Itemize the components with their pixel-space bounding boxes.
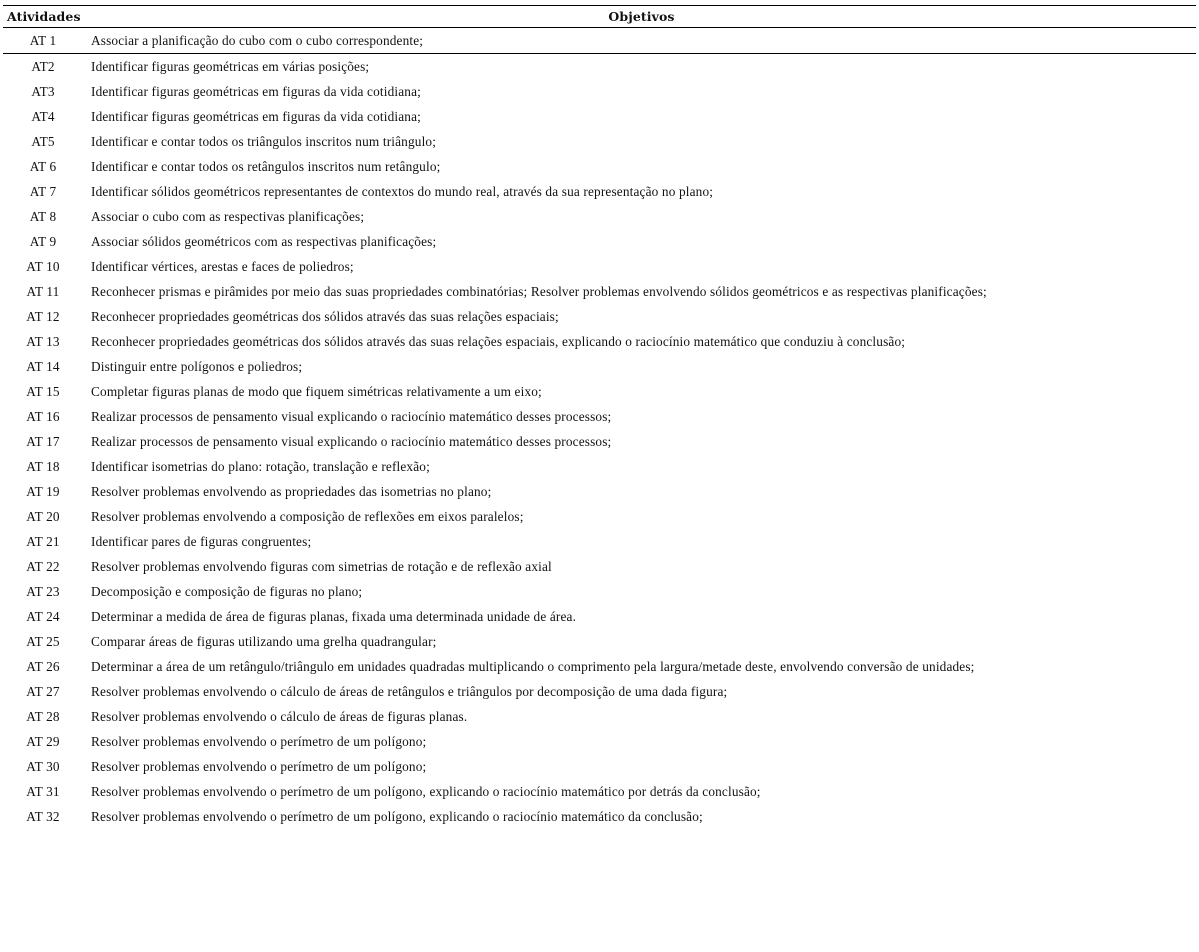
objective-cell: Identificar figuras geométricas em figuras da vida cotidiana; — [91, 83, 421, 99]
objective-cell: Associar o cubo com as respectivas planificações; — [91, 208, 365, 224]
objective-cell: Completar figuras planas de modo que fiquem simétricas relativamente a um eixo; — [91, 383, 542, 399]
activity-cell: AT2 — [31, 58, 55, 74]
objective-cell: Determinar a área de um retângulo/triângulo em unidades quadradas multiplicando o comprimento pela largura/metade deste, envolvendo conversão de unidades; — [91, 658, 975, 674]
table-row — [3, 604, 1196, 629]
objective-cell: Identificar vértices, arestas e faces de poliedros; — [91, 258, 354, 274]
table-row — [3, 429, 1196, 454]
table-row — [3, 254, 1196, 279]
activity-cell: AT5 — [31, 133, 55, 149]
objective-cell: Identificar isometrias do plano: rotação, translação e reflexão; — [91, 458, 430, 474]
activity-cell: AT 27 — [26, 683, 60, 699]
objective-cell: Identificar e contar todos os retângulos inscritos num retângulo; — [91, 158, 441, 174]
activity-cell: AT 23 — [26, 583, 60, 599]
objective-cell: Identificar pares de figuras congruentes; — [91, 533, 312, 549]
objective-cell: Resolver problemas envolvendo o perímetro de um polígono, explicando o raciocínio matemático da conclusão; — [91, 808, 703, 824]
activity-cell: AT 7 — [29, 183, 57, 199]
objective-cell: Resolver problemas envolvendo o perímetro de um polígono, explicando o raciocínio matemático por detrás da conclusão; — [91, 783, 761, 799]
activity-cell: AT 21 — [26, 533, 60, 549]
activity-cell: AT 13 — [26, 333, 60, 349]
objective-cell: Reconhecer prismas e pirâmides por meio das suas propriedades combinatórias; Resolver problemas envolvendo sólidos geométricos e as respectivas planificações; — [91, 283, 987, 299]
activity-cell: AT 17 — [26, 433, 60, 449]
objective-cell: Reconhecer propriedades geométricas dos sólidos através das suas relações espaciais, explicando o raciocínio matemático que conduziu à conclusão; — [91, 333, 906, 349]
table-row — [3, 654, 1196, 679]
activity-cell: AT 29 — [26, 733, 60, 749]
activity-cell: AT 31 — [26, 783, 60, 799]
activity-cell: AT 32 — [26, 808, 60, 824]
table-row — [3, 579, 1196, 604]
table-row — [3, 154, 1196, 179]
objective-cell: Identificar figuras geométricas em várias posições; — [91, 58, 370, 74]
document-page — [3, 5, 1196, 829]
table-row — [3, 629, 1196, 654]
objective-cell: Resolver problemas envolvendo o cálculo de áreas de figuras planas. — [91, 708, 468, 724]
activity-cell: AT 28 — [26, 708, 60, 724]
objective-cell: Determinar a medida de área de figuras planas, fixada uma determinada unidade de área. — [91, 608, 577, 624]
activity-cell: AT 10 — [26, 258, 60, 274]
activity-cell: AT 12 — [26, 308, 60, 324]
objective-cell: Identificar figuras geométricas em figuras da vida cotidiana; — [91, 108, 421, 124]
activity-cell: AT4 — [31, 108, 55, 124]
table-row — [3, 329, 1196, 354]
header-row — [3, 6, 1196, 28]
objective-cell: Resolver problemas envolvendo figuras com simetrias de rotação e de reflexão axial — [91, 558, 552, 574]
objective-cell: Identificar sólidos geométricos representantes de contextos do mundo real, através da sua representação no plano; — [91, 183, 714, 199]
table-row — [3, 404, 1196, 429]
objective-cell: Associar sólidos geométricos com as respectivas planificações; — [91, 233, 437, 249]
objective-cell: Associar a planificação do cubo com o cubo correspondente; — [91, 32, 424, 48]
table-row — [3, 554, 1196, 579]
activity-cell: AT 8 — [29, 208, 57, 224]
header-objectives: Objetivos — [608, 9, 675, 24]
header-activities: Atividades — [7, 9, 81, 24]
activity-cell: AT 1 — [29, 32, 57, 48]
table-row — [3, 54, 1196, 80]
activity-cell: AT 22 — [26, 558, 60, 574]
activities-objectives-table — [3, 5, 1196, 829]
objective-cell: Resolver problemas envolvendo a composição de reflexões em eixos paralelos; — [91, 508, 524, 524]
table-row — [3, 28, 1196, 54]
activity-cell: AT 6 — [29, 158, 57, 174]
objective-cell: Resolver problemas envolvendo o cálculo de áreas de retângulos e triângulos por decomposição de uma dada figura; — [91, 683, 728, 699]
table-row — [3, 804, 1196, 829]
activity-cell: AT 14 — [26, 358, 60, 374]
activity-cell: AT 24 — [26, 608, 60, 624]
objective-cell: Resolver problemas envolvendo o perímetro de um polígono; — [91, 758, 427, 774]
activity-cell: AT 15 — [26, 383, 60, 399]
table-row — [3, 229, 1196, 254]
activity-cell: AT 11 — [26, 283, 60, 299]
activity-cell: AT 20 — [26, 508, 60, 524]
table-row — [3, 104, 1196, 129]
table-row — [3, 279, 1196, 304]
activity-cell: AT 25 — [26, 633, 60, 649]
table-row — [3, 504, 1196, 529]
table-row — [3, 354, 1196, 379]
table-row — [3, 479, 1196, 504]
table-header — [3, 6, 1196, 28]
objective-cell: Resolver problemas envolvendo o perímetro de um polígono; — [91, 733, 427, 749]
objective-cell: Realizar processos de pensamento visual explicando o raciocínio matemático desses processos; — [91, 408, 612, 424]
objective-cell: Distinguir entre polígonos e poliedros; — [91, 358, 303, 374]
table-row — [3, 779, 1196, 804]
objective-cell: Resolver problemas envolvendo as propriedades das isometrias no plano; — [91, 483, 492, 499]
table-body — [3, 28, 1196, 830]
table-row — [3, 129, 1196, 154]
table-row — [3, 529, 1196, 554]
table-row — [3, 79, 1196, 104]
table-row — [3, 729, 1196, 754]
table-row — [3, 204, 1196, 229]
activity-cell: AT 26 — [26, 658, 60, 674]
activity-cell: AT 19 — [26, 483, 60, 499]
table-row — [3, 454, 1196, 479]
objective-cell: Decomposição e composição de figuras no plano; — [91, 583, 363, 599]
objective-cell: Comparar áreas de figuras utilizando uma grelha quadrangular; — [91, 633, 437, 649]
activity-cell: AT 30 — [26, 758, 60, 774]
activity-cell: AT 9 — [29, 233, 57, 249]
table-row — [3, 679, 1196, 704]
activity-cell: AT3 — [31, 83, 55, 99]
objective-cell: Realizar processos de pensamento visual explicando o raciocínio matemático desses processos; — [91, 433, 612, 449]
objective-cell: Identificar e contar todos os triângulos inscritos num triângulo; — [91, 133, 437, 149]
table-row — [3, 179, 1196, 204]
table-row — [3, 754, 1196, 779]
activity-cell: AT 18 — [26, 458, 60, 474]
table-row — [3, 379, 1196, 404]
objective-cell: Reconhecer propriedades geométricas dos sólidos através das suas relações espaciais; — [91, 308, 559, 324]
table-row — [3, 704, 1196, 729]
table-row — [3, 304, 1196, 329]
activity-cell: AT 16 — [26, 408, 60, 424]
